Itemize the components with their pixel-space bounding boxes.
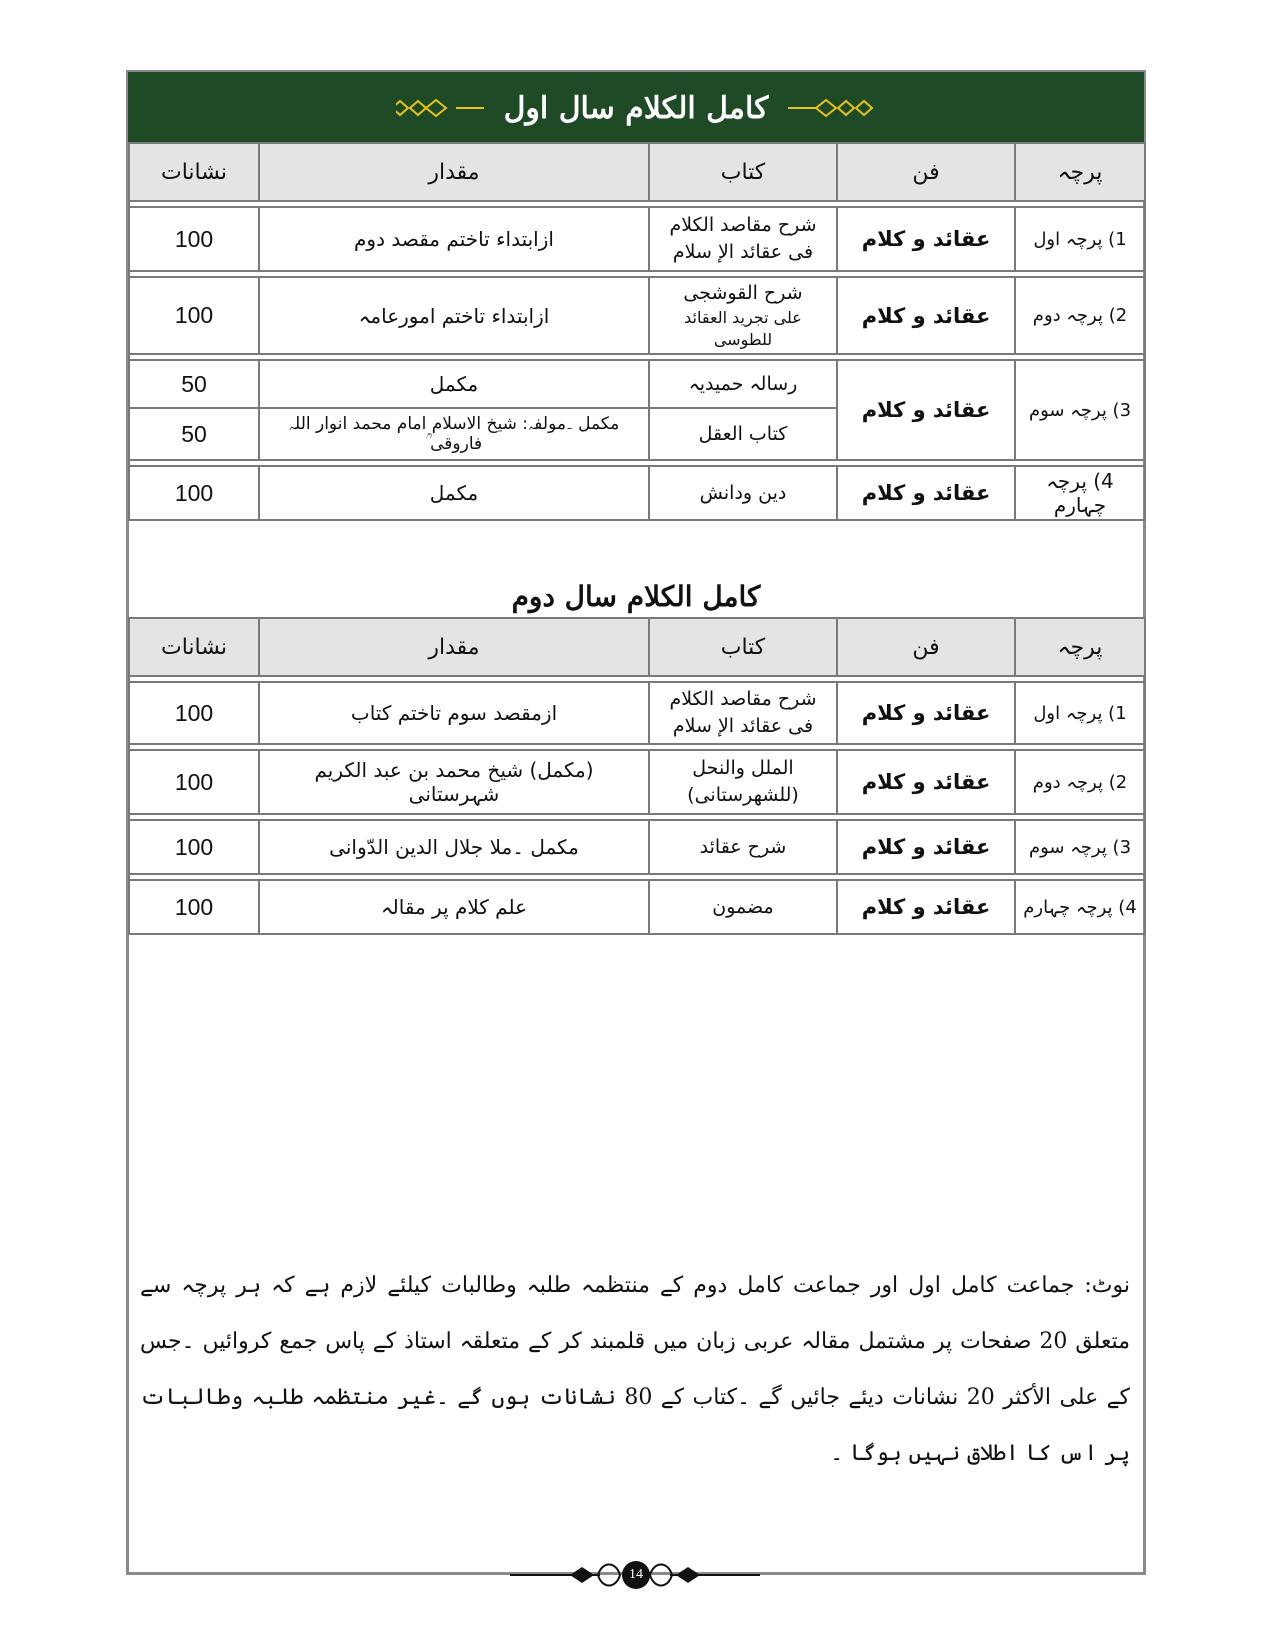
marks-cell: 100 [129, 207, 259, 271]
table-row [129, 880, 1145, 934]
miqdar-cell: مکمل ۔مولفہ: شیخ الاسلام امام محمد انوار اللہ فاروقی ؒ [259, 408, 649, 460]
book-line: شرح القوشجی [683, 282, 803, 304]
header-paper: پرچہ [1015, 143, 1145, 201]
section1-table [128, 142, 1146, 521]
table-row [129, 277, 1145, 354]
book-line: فی عقائد الإ سلام [672, 715, 814, 737]
miqdar-cell: مکمل [259, 466, 649, 520]
header-paper: پرچہ [1015, 618, 1145, 676]
fan-cell: عقائد و کلام [837, 277, 1015, 354]
book-line: شرح مقاصد الکلام [669, 214, 817, 237]
fan-cell: عقائد و کلام [837, 207, 1015, 271]
table-row [129, 682, 1145, 744]
book-line: علی تجرید العقائد للطوسی [684, 307, 802, 349]
table-row [129, 207, 1145, 271]
table-row [129, 466, 1145, 520]
table-row [129, 750, 1145, 814]
marks-cell: 100 [129, 277, 259, 354]
marks-cell: 100 [129, 750, 259, 814]
header-miqdar: مقدار [259, 143, 649, 201]
marks-cell: 100 [129, 880, 259, 934]
book-cell: رسالہ حمیدیہ [649, 360, 837, 408]
section1-banner [128, 72, 1144, 144]
miqdar-cell: ازابتداء تاختم مقصد دوم [259, 207, 649, 271]
section2-table [128, 617, 1146, 935]
section1-title: کامل الکلام سال اول [503, 90, 769, 126]
paper-cell: 2) پرچہ دوم [1015, 277, 1145, 354]
header-miqdar: مقدار [259, 618, 649, 676]
header-book: کتاب [649, 618, 837, 676]
fan-cell: عقائد و کلام [837, 820, 1015, 874]
header-marks: نشانات [129, 143, 259, 201]
fan-cell: عقائد و کلام [837, 682, 1015, 744]
fan-cell: عقائد و کلام [837, 750, 1015, 814]
book-cell: شرح عقائد [649, 820, 837, 874]
miqdar-cell: مکمل [259, 360, 649, 408]
ornament-left-icon [396, 96, 486, 120]
book-line: شرح مقاصد الکلام [669, 688, 817, 711]
miqdar-cell: (مکمل) شیخ محمد بن عبد الکریم شہرستانی [259, 750, 649, 814]
miqdar-cell: مکمل ۔ملا جلال الدین الدّوانی [259, 820, 649, 874]
marks-cell: 100 [129, 466, 259, 520]
book-line: فی عقائد الإ سلام [672, 241, 814, 263]
marks-cell: 100 [129, 820, 259, 874]
paper-cell: 1) پرچہ اول [1015, 682, 1145, 744]
miqdar-cell: ازابتداء تاختم امورعامہ [259, 277, 649, 354]
page-number: 14 [622, 1561, 650, 1589]
fan-cell: عقائد و کلام [837, 880, 1015, 934]
header-book: کتاب [649, 143, 837, 201]
marks-cell: 50 [129, 408, 259, 460]
miqdar-cell: علم کلام پر مقالہ [259, 880, 649, 934]
book-line: (للشهرستانی) [687, 784, 799, 806]
paper-cell: 3) پرچہ سوم [1015, 820, 1145, 874]
table-header-row [129, 143, 1145, 201]
header-fan: فن [837, 143, 1015, 201]
book-line: الملل والنحل [692, 757, 794, 780]
book-cell [649, 682, 837, 744]
paper-cell: 1) پرچہ اول [1015, 207, 1145, 271]
paper-cell: 4) پرچہ چہارم [1015, 466, 1145, 520]
paper-cell: 4) پرچہ چہارم [1015, 880, 1145, 934]
paper-cell: 3) پرچہ سوم [1015, 360, 1145, 460]
ornament-right-icon [786, 96, 876, 120]
section2-title: کامل الکلام سال دوم [511, 580, 761, 613]
header-marks: نشانات [129, 618, 259, 676]
table-row [129, 820, 1145, 874]
book-cell: مضمون [649, 880, 837, 934]
book-cell [649, 207, 837, 271]
paper-cell: 2) پرچہ دوم [1015, 750, 1145, 814]
miqdar-cell: ازمقصد سوم تاختم کتاب [259, 682, 649, 744]
table-row [129, 360, 1145, 408]
fan-cell: عقائد و کلام [837, 360, 1015, 460]
note-paragraph: نوٹ: جماعت کامل اول اور جماعت کامل دوم کے منتظمہ طلبہ وطالبات کیلئے لازم ہے کہ ہر پرچہ سے متعلق 20 صفحات پر مشتمل مقالہ عربی زبان میں قلمبند کر کے متعلقہ استاذ کے پاس جمع کروائیں ۔جس کے علی الأکثر 20 نشانات دیئے جائیں گے ۔کتاب کے 80 نشانات ہوں گے ۔غیر منتظمہ طلبہ وطالبات پر اس کا اطلاق نہیں ہوگا ۔ [140, 1273, 1130, 1466]
marks-cell: 50 [129, 360, 259, 408]
header-fan: فن [837, 618, 1015, 676]
book-cell: دین ودانش [649, 466, 837, 520]
marks-cell: 100 [129, 682, 259, 744]
fan-cell: عقائد و کلام [837, 466, 1015, 520]
book-cell [649, 277, 837, 354]
table-header-row [129, 618, 1145, 676]
book-cell [649, 750, 837, 814]
book-cell: کتاب العقل [649, 408, 837, 460]
